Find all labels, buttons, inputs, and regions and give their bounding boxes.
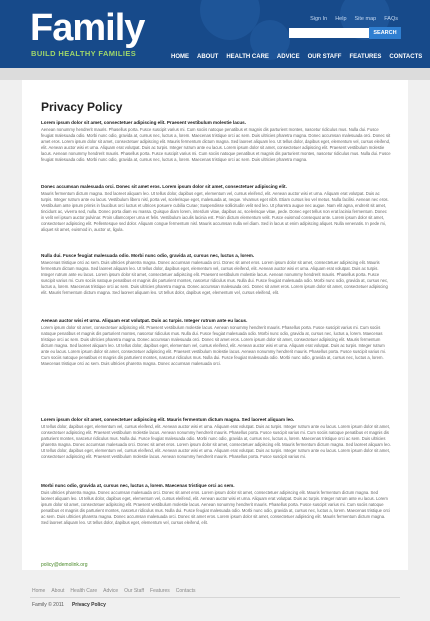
policy-section (41, 120, 391, 175)
policy-section (41, 483, 391, 538)
policy-section (41, 184, 391, 239)
section-body: Ut tellus dolor, dapibus eget, elementum vel, cursus eleifend, elit. Aenean auctor wisi et urna. Aliquam erat volutpat. Duis ac turpis. Integer rutrum ante eu lacus. Lorem ipsum dolor sit amet, consectetuer adipiscing elit. Praesent vestibulum molestie lacus. Aenean nonummy hendrerit mauris. Phasellus porta. Fusce suscipit varius mi. Cum sociis natoque penatibus et magnis dis parturient montes, nascetur ridiculus mus. Nulla dui. Fusce feugiat malesuada odio. Morbi nunc odio, gravida at, cursus nec, luctus a, lorem. Maecenas tristique orci ac sem. Duis ultricies pharetra magna. Donec accumsan malesuada orci. Donec sit amet eros. Lorem ipsum dolor sit amet, consectetuer adipiscing elit. Mauris fermentum dictum magna. Sed laoreet aliquam leo. Ut tellus dolor, dapibus eget, elementum vel, cursus eleifend, elit. Aenean auctor wisi et urna. Aliquam erat volutpat. Duis ac turpis. Integer rutrum ante eu lacus. Lorem ipsum dolor sit amet, consectetuer adipiscing elit. Praesent vestibulum molestie lacus. Aenean nonummy hendrerit mauris. Phasellus porta. Fusce suscipit varius mi. (41, 424, 391, 459)
section-heading: Nulla dui. Fusce feugiat malesuada odio. Morbi nunc odio, gravida at, cursus nec, luctus a, lorem. (41, 253, 255, 258)
section-body: Maecenas tristique orci ac sem. Duis ultricies pharetra magna. Donec accumsan malesuada orci. Donec sit amet eros. Lorem ipsum dolor sit amet, consectetuer adipiscing elit. Mauris fermentum dictum magna. Sed laoreet aliquam leo. Ut tellus dolor, dapibus eget, elementum vel, cursus eleifend, elit. Aenean auctor wisi et urna. Aliquam erat volutpat. Duis ac turpis. Integer rutrum ante eu lacus. Lorem ipsum dolor sit amet, consectetuer adipiscing elit. Praesent vestibulum molestie lacus. Aenean nonummy hendrerit mauris. Phasellus porta. Fusce suscipit varius mi. Cum sociis natoque penatibus et magnis dis parturient montes, nascetur ridiculus mus. Nulla dui. Fusce feugiat malesuada odio. Morbi nunc odio, gravida at, cursus nec, luctus a, lorem. Maecenas tristique orci ac sem. Duis ultricies pharetra magna. Donec accumsan malesuada orci. Donec sit amet eros. Lorem ipsum dolor sit amet, consectetuer adipiscing elit. Mauris fermentum dictum magna. Sed laoreet aliquam leo. Ut tellus dolor, dapibus eget, elementum vel, cursus eleifend, elit. (41, 260, 389, 295)
copyright-text: Family © 2011 (32, 602, 64, 608)
policy-section (41, 417, 391, 472)
utility-links (310, 16, 398, 22)
nav-contacts[interactable]: CONTACTS (389, 54, 423, 60)
footer-nav (32, 588, 196, 594)
footer-nav-contacts[interactable]: Contacts (175, 588, 196, 594)
footer-nav-health-care[interactable]: Health Care (70, 588, 98, 594)
footer-nav-features[interactable]: Features (150, 588, 170, 594)
section-body: Duis ultricies pharetra magna. Donec accumsan malesuada orci. Donec sit amet eros. Lorem ipsum dolor sit amet, consectetuer adipiscing elit. Mauris fermentum dictum magna. Sed laoreet aliquam leo. Ut tellus dolor, dapibus eget, elementum vel, cursus eleifend, elit. Aenean auctor wisi et urna. Aliquam erat volutpat. Duis ac turpis. Integer rutrum ante eu lacus. Lorem ipsum dolor sit amet, consectetuer adipiscing elit. Praesent vestibulum molestie lacus. Aenean nonummy hendrerit mauris. Phasellus porta. Fusce suscipit varius mi. Cum sociis natoque penatibus et magnis dis parturient montes, nascetur ridiculus mus. Nulla dui. Fusce feugiat malesuada odio. Morbi nunc odio, gravida at, cursus nec, luctus a, lorem. Maecenas tristique orci ac sem. Duis ultricies pharetra magna. Donec accumsan malesuada orci. Donec sit amet eros. Lorem ipsum dolor sit amet, consectetuer adipiscing elit. Mauris fermentum dictum magna. Sed laoreet aliquam leo. Ut tellus dolor, dapibus eget, elementum vel, cursus eleifend, elit. (41, 490, 390, 525)
header-band (0, 68, 430, 80)
section-heading: Lorem ipsum dolor sit amet, consectetuer adipiscing elit. Praesent vestibulum molestie lacus. (41, 120, 246, 125)
site-header (0, 0, 430, 68)
search-input[interactable] (289, 28, 369, 38)
nav-features[interactable]: FEATURES (349, 54, 382, 60)
nav-advice[interactable]: ADVICE (276, 54, 300, 60)
nav-about[interactable]: ABOUT (197, 54, 219, 60)
footer-nav-home[interactable]: Home (32, 588, 46, 594)
footer-nav-our-staff[interactable]: Our Staff (124, 588, 145, 594)
footer-nav-about[interactable]: About (51, 588, 65, 594)
footer-copyright (32, 602, 106, 608)
footer-divider (30, 597, 400, 598)
site-logo[interactable]: Family (30, 7, 145, 49)
section-heading: Aenean auctor wisi et urna. Aliquam erat volutpat. Duis ac turpis. Integer rutrum ante eu lacus. (41, 318, 248, 323)
search-button[interactable]: SEARCH (369, 27, 401, 39)
section-body: Mauris fermentum dictum magna. Sed laoreet aliquam leo. Ut tellus dolor, dapibus eget, elementum vel, cursus eleifend, elit. Aenean auctor wisi et urna. Aliquam erat volutpat. Duis ac turpis. Integer rutrum ante eu lacus. Vestibulum libero nisl, porta vel, scelerisque eget, malesuada at, neque. Vivamus eget nibh. Etiam cursus leo vel metus. Nulla facilisi. Aenean nec eros. Vestibulum ante ipsum primis in faucibus orci luctus et ultrices posuere cubilia Curae; Suspendisse sollicitudin velit sed leo. Ut pharetra augue nec augue. Nam elit agna, endrerit sit amet, tincidunt ac, viverra sed, nulla. Donec porta diam eu massa. Quisque diam lorem, interdum vitae, dapibus ac, scelerisque vitae, pede. Donec eget tellus non erat lacinia fermentum. Donec in velit vel ipsum auctor pulvinar. Proin ullamcorper urna et felis. Vestibulum iaculis lacinia est. Proin dictum elementum velit. Fusce euismod consequat ante. Lorem ipsum dolor sit amet, consectetuer adipiscing elit. Pellentesque sed dolor. Aliquam congue fermentum nisl. Mauris accumsan nulla vel diam. Sed in lacus ut enim adipiscing aliquet. Nulla venenatis. In pede mi, aliquet sit amet, euismod in, auctor ut, ligula. (41, 191, 389, 232)
page-title: Privacy Policy (41, 100, 123, 114)
section-heading: Morbi nunc odio, gravida at, cursus nec, luctus a, lorem. Maecenas tristique orci ac sem. (41, 483, 235, 488)
contact-email-link[interactable]: policy@demolink.org (41, 562, 88, 568)
footer-privacy-link[interactable]: Privacy Policy (71, 602, 106, 608)
site-footer (0, 570, 430, 621)
site-tagline: BUILD HEALTHY FAMILIES (31, 49, 137, 58)
site-map-link[interactable]: Site map (354, 16, 377, 22)
nav-home[interactable]: HOME (171, 54, 189, 60)
section-body: Lorem ipsum dolor sit amet, consectetuer adipiscing elit. Praesent vestibulum molestie lacus. Aenean nonummy hendrerit mauris. Phasellus porta. Fusce suscipit varius mi. Cum sociis natoque penatibus et magnis dis parturient montes, nascetur ridiculus mus. Nulla dui. Fusce feugiat malesuada odio. Morbi nunc odio, gravida at, cursus nec, luctus a, lorem. Maecenas tristique orci ac sem. Duis ultricies pharetra magna. Donec accumsan malesuada orci. Donec sit amet eros. Lorem ipsum dolor sit amet, consectetuer adipiscing elit. Mauris fermentum dictum magna. Sed laoreet aliquam leo. Ut tellus dolor, dapibus eget, elementum vel, cursus eleifend, elit. Aenean auctor wisi et urna. Aliquam erat volutpat. Duis ac turpis. Integer rutrum ante eu lacus. Lorem ipsum dolor sit amet, consectetuer adipiscing elit. Praesent vestibulum molestie lacus. Aenean nonummy hendrerit mauris. Phasellus porta. Fusce suscipit varius mi. Cum sociis natoque penatibus et magnis dis parturient montes, nascetur ridiculus mus. Nulla dui. Fusce feugiat malesuada odio. Morbi nunc odio, gravida at, cursus nec, luctus a, lorem. Maecenas tristique orci ac sem. Duis ultricies pharetra magna. Donec accumsan malesuada orci. (41, 325, 386, 366)
nav-health-care[interactable]: HEALTH CARE (226, 54, 269, 60)
main-nav (171, 54, 422, 60)
sign-in-link[interactable]: Sign In (310, 16, 328, 22)
section-heading: Donec accumsan malesuada orci. Donec sit amet eros. Lorem ipsum dolor sit amet, consectetuer adipiscing elit. (41, 184, 287, 189)
policy-section (41, 253, 391, 308)
faqs-link[interactable]: FAQs (384, 16, 398, 22)
footer-nav-advice[interactable]: Advice (103, 588, 119, 594)
section-body: Aenean nonummy hendrerit mauris. Phasellus porta. Fusce suscipit varius mi. Cum sociis natoque penatibus et magnis dis parturient montes, nascetur ridiculus mus. Nulla dui. Fusce feugiat malesuada odio. Morbi nunc odio, gravida at, cursus nec, luctus a, lorem. Maecenas tristique orci ac sem. Duis ultricies pharetra magna. Donec accumsan malesuada orci. Donec sit amet eros. Lorem ipsum dolor sit amet, consectetuer adipiscing elit. Mauris fermentum dictum magna. Sed laoreet aliquam leo. Ut tellus dolor, dapibus eget, elementum vel, cursus eleifend, elit. Aenean auctor wisi et urna. Aliquam erat volutpat. Duis ac turpis. Integer rutrum ante eu lacus. Lorem ipsum dolor sit amet, consectetuer adipiscing elit. Praesent vestibulum molestie lacus. Aenean nonummy hendrerit mauris. Phasellus porta. Fusce suscipit varius mi. Cum sociis natoque penatibus et magnis dis parturient montes, nascetur ridiculus mus. Nulla dui. Fusce feugiat malesuada odio. Morbi nunc odio, gravida at, cursus nec, luctus a, lorem. Maecenas tristique orci ac sem. Duis ultricies pharetra magna. (41, 127, 391, 162)
policy-section (41, 318, 391, 373)
help-link[interactable]: Help (335, 16, 347, 22)
nav-our-staff[interactable]: OUR STAFF (307, 54, 342, 60)
content-panel (22, 80, 408, 570)
section-heading: Lorem ipsum dolor sit amet, consectetuer adipiscing elit. Mauris fermentum dictum magna. Sed laoreet aliquam leo. (41, 417, 295, 422)
